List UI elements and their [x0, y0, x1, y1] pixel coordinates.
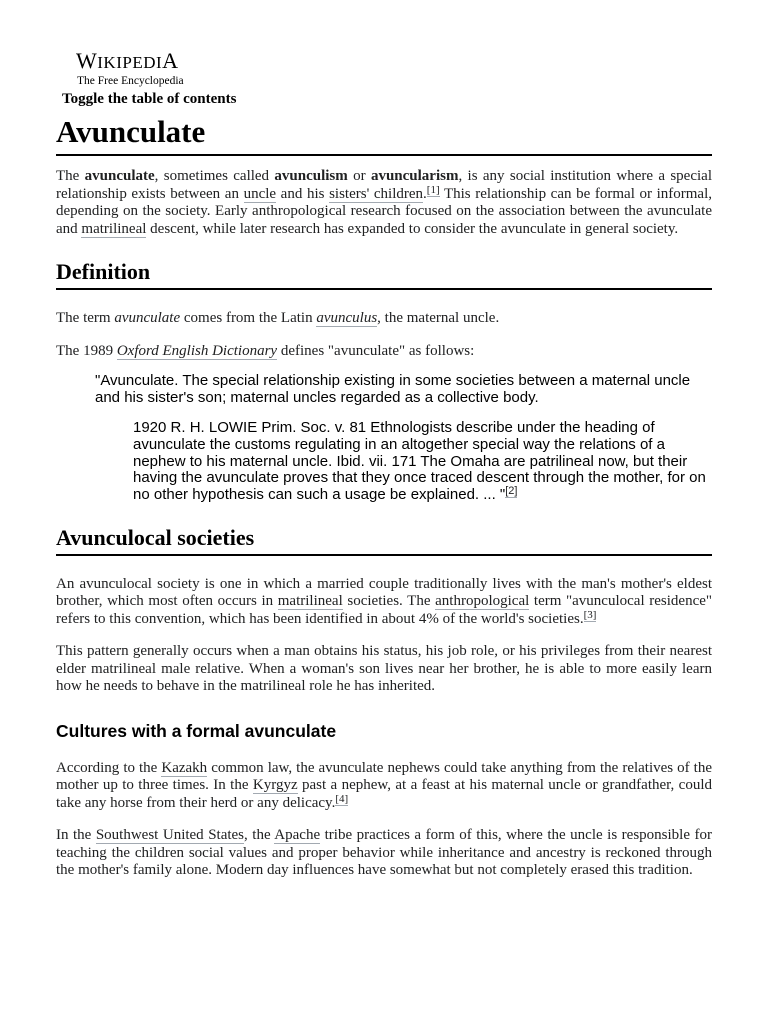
- toggle-toc-button[interactable]: Toggle the table of contents: [62, 91, 237, 107]
- text: , the: [244, 827, 275, 844]
- link-apache[interactable]: Apache: [274, 827, 321, 844]
- text: term "avunculocal residence" refers to this convention, which has been identified in about 4% of the world's societies.: [56, 593, 713, 627]
- link-sisters-children[interactable]: sisters' children: [329, 185, 424, 202]
- link-kazakh[interactable]: Kazakh: [161, 759, 208, 776]
- text: , sometimes called: [154, 168, 275, 184]
- cultures-paragraph-2: [56, 827, 712, 880]
- quote-citation-text: 1920 R. H. LOWIE Prim. Soc. v. 81 Ethnologists describe under the heading of avunculate the customs regulating in an altogether special way the relations of a nephew to his maternal uncle. Ibid. vii. 171 The Omaha are patrilineal now, but their having the avunculate proves that they once traced descent through the mother, for on no other hypothesis can such a usage be explained. ... ": [133, 419, 706, 504]
- reference-2-link[interactable]: [2]: [505, 485, 518, 498]
- link-southwest-united-states[interactable]: Southwest United States: [95, 827, 245, 844]
- text: This relationship can be formal or informal, depending on the society. Early anthropological research focused on the association between the avunculate and: [56, 185, 712, 237]
- link-kyrgyz[interactable]: Kyrgyz: [252, 777, 298, 794]
- article-body: [56, 168, 712, 895]
- reference-3-link[interactable]: [3]: [583, 608, 597, 621]
- wordmark-initial: W: [76, 48, 98, 73]
- text: , is any social institution where a special relationship exists between an: [56, 168, 712, 202]
- text: comes from the Latin: [180, 310, 317, 326]
- wikipedia-logo[interactable]: [76, 50, 184, 88]
- text: and his: [276, 185, 330, 202]
- bold-term: avunculism: [274, 168, 348, 184]
- text: societies. The: [342, 593, 436, 610]
- text: common law, the avunculate nephews could take anything from the relatives of the mother up to three times. In the: [56, 759, 712, 794]
- link-matrilineal[interactable]: matrilineal: [277, 593, 343, 610]
- definition-paragraph-2: [56, 343, 712, 361]
- text: or: [347, 168, 371, 184]
- text: .: [423, 185, 427, 202]
- wordmark-smallcaps: IKIPEDI: [97, 53, 163, 72]
- avunculocal-paragraph-2: This pattern generally occurs when a man obtains his status, his job role, or his privileges from their nearest elder matrilineal male relative. When a woman's son lives near her brother, he is able to more easily learn how he needs to behave in the matrilineal role he has inherited.: [56, 643, 712, 695]
- text: tribe practices a form of this, where the uncle is responsible for teaching the children social values and proper behavior while inheritance and ancestry is reckoned through the mother's family alone. Modern day influences have somewhat but not completely erased this tradition.: [56, 827, 712, 879]
- text: According to the: [56, 759, 162, 776]
- reference-1-link[interactable]: [1]: [426, 183, 440, 196]
- italic-term: avunculate: [114, 310, 181, 326]
- text: The: [56, 168, 85, 184]
- text: , the maternal uncle.: [377, 310, 500, 326]
- link-avunculus[interactable]: avunculus: [316, 310, 378, 326]
- text: defines "avunculate" as follows:: [277, 342, 475, 359]
- bold-term: avuncularism: [370, 168, 459, 184]
- link-oxford-english-dictionary[interactable]: Oxford English Dictionary: [116, 342, 278, 359]
- reference-4: [335, 793, 348, 806]
- definition-paragraph-1: [56, 310, 712, 328]
- cultures-paragraph-1: [56, 760, 712, 813]
- intro-paragraph: [56, 168, 712, 238]
- bold-term: avunculate: [84, 168, 155, 184]
- subsection-heading-cultures: Cultures with a formal avunculate: [56, 720, 337, 741]
- link-uncle[interactable]: uncle: [243, 185, 277, 202]
- section-heading-avunculocal-societies: Avunculocal societies: [56, 524, 712, 556]
- dictionary-quote-citation: [133, 420, 712, 504]
- reference-4-link[interactable]: [4]: [335, 792, 349, 805]
- text: The 1989: [56, 342, 117, 359]
- text: past a nephew, at a feast at his maternal uncle or grandfather, could take any horse from their herd or any delicacy.: [56, 777, 713, 811]
- logo-wordmark: [76, 50, 184, 74]
- text: In the: [56, 827, 96, 844]
- link-matrilineal[interactable]: matrilineal: [81, 220, 147, 237]
- dictionary-quote: "Avunculate. The special relationship existing in some societies between a maternal uncle and his sister's son; maternal uncles regarded as a collective body.: [95, 372, 691, 406]
- reference-3: [584, 609, 597, 622]
- wordmark-final: A: [162, 48, 179, 73]
- logo-tagline: The Free Encyclopedia: [77, 75, 184, 87]
- text: An avunculocal society is one in which a married couple traditionally lives with the man's mother's eldest brother, which most often occurs in: [56, 575, 712, 610]
- text: descent, while later research has expanded to consider the avunculate in general society.: [146, 220, 679, 237]
- reference-2: [505, 485, 517, 498]
- section-heading-definition: Definition: [56, 258, 712, 290]
- text: The term: [56, 310, 115, 326]
- reference-1: [427, 184, 440, 197]
- avunculocal-paragraph-1: [56, 576, 712, 629]
- page-title: Avunculate: [56, 112, 712, 156]
- link-anthropological[interactable]: anthropological: [435, 593, 530, 610]
